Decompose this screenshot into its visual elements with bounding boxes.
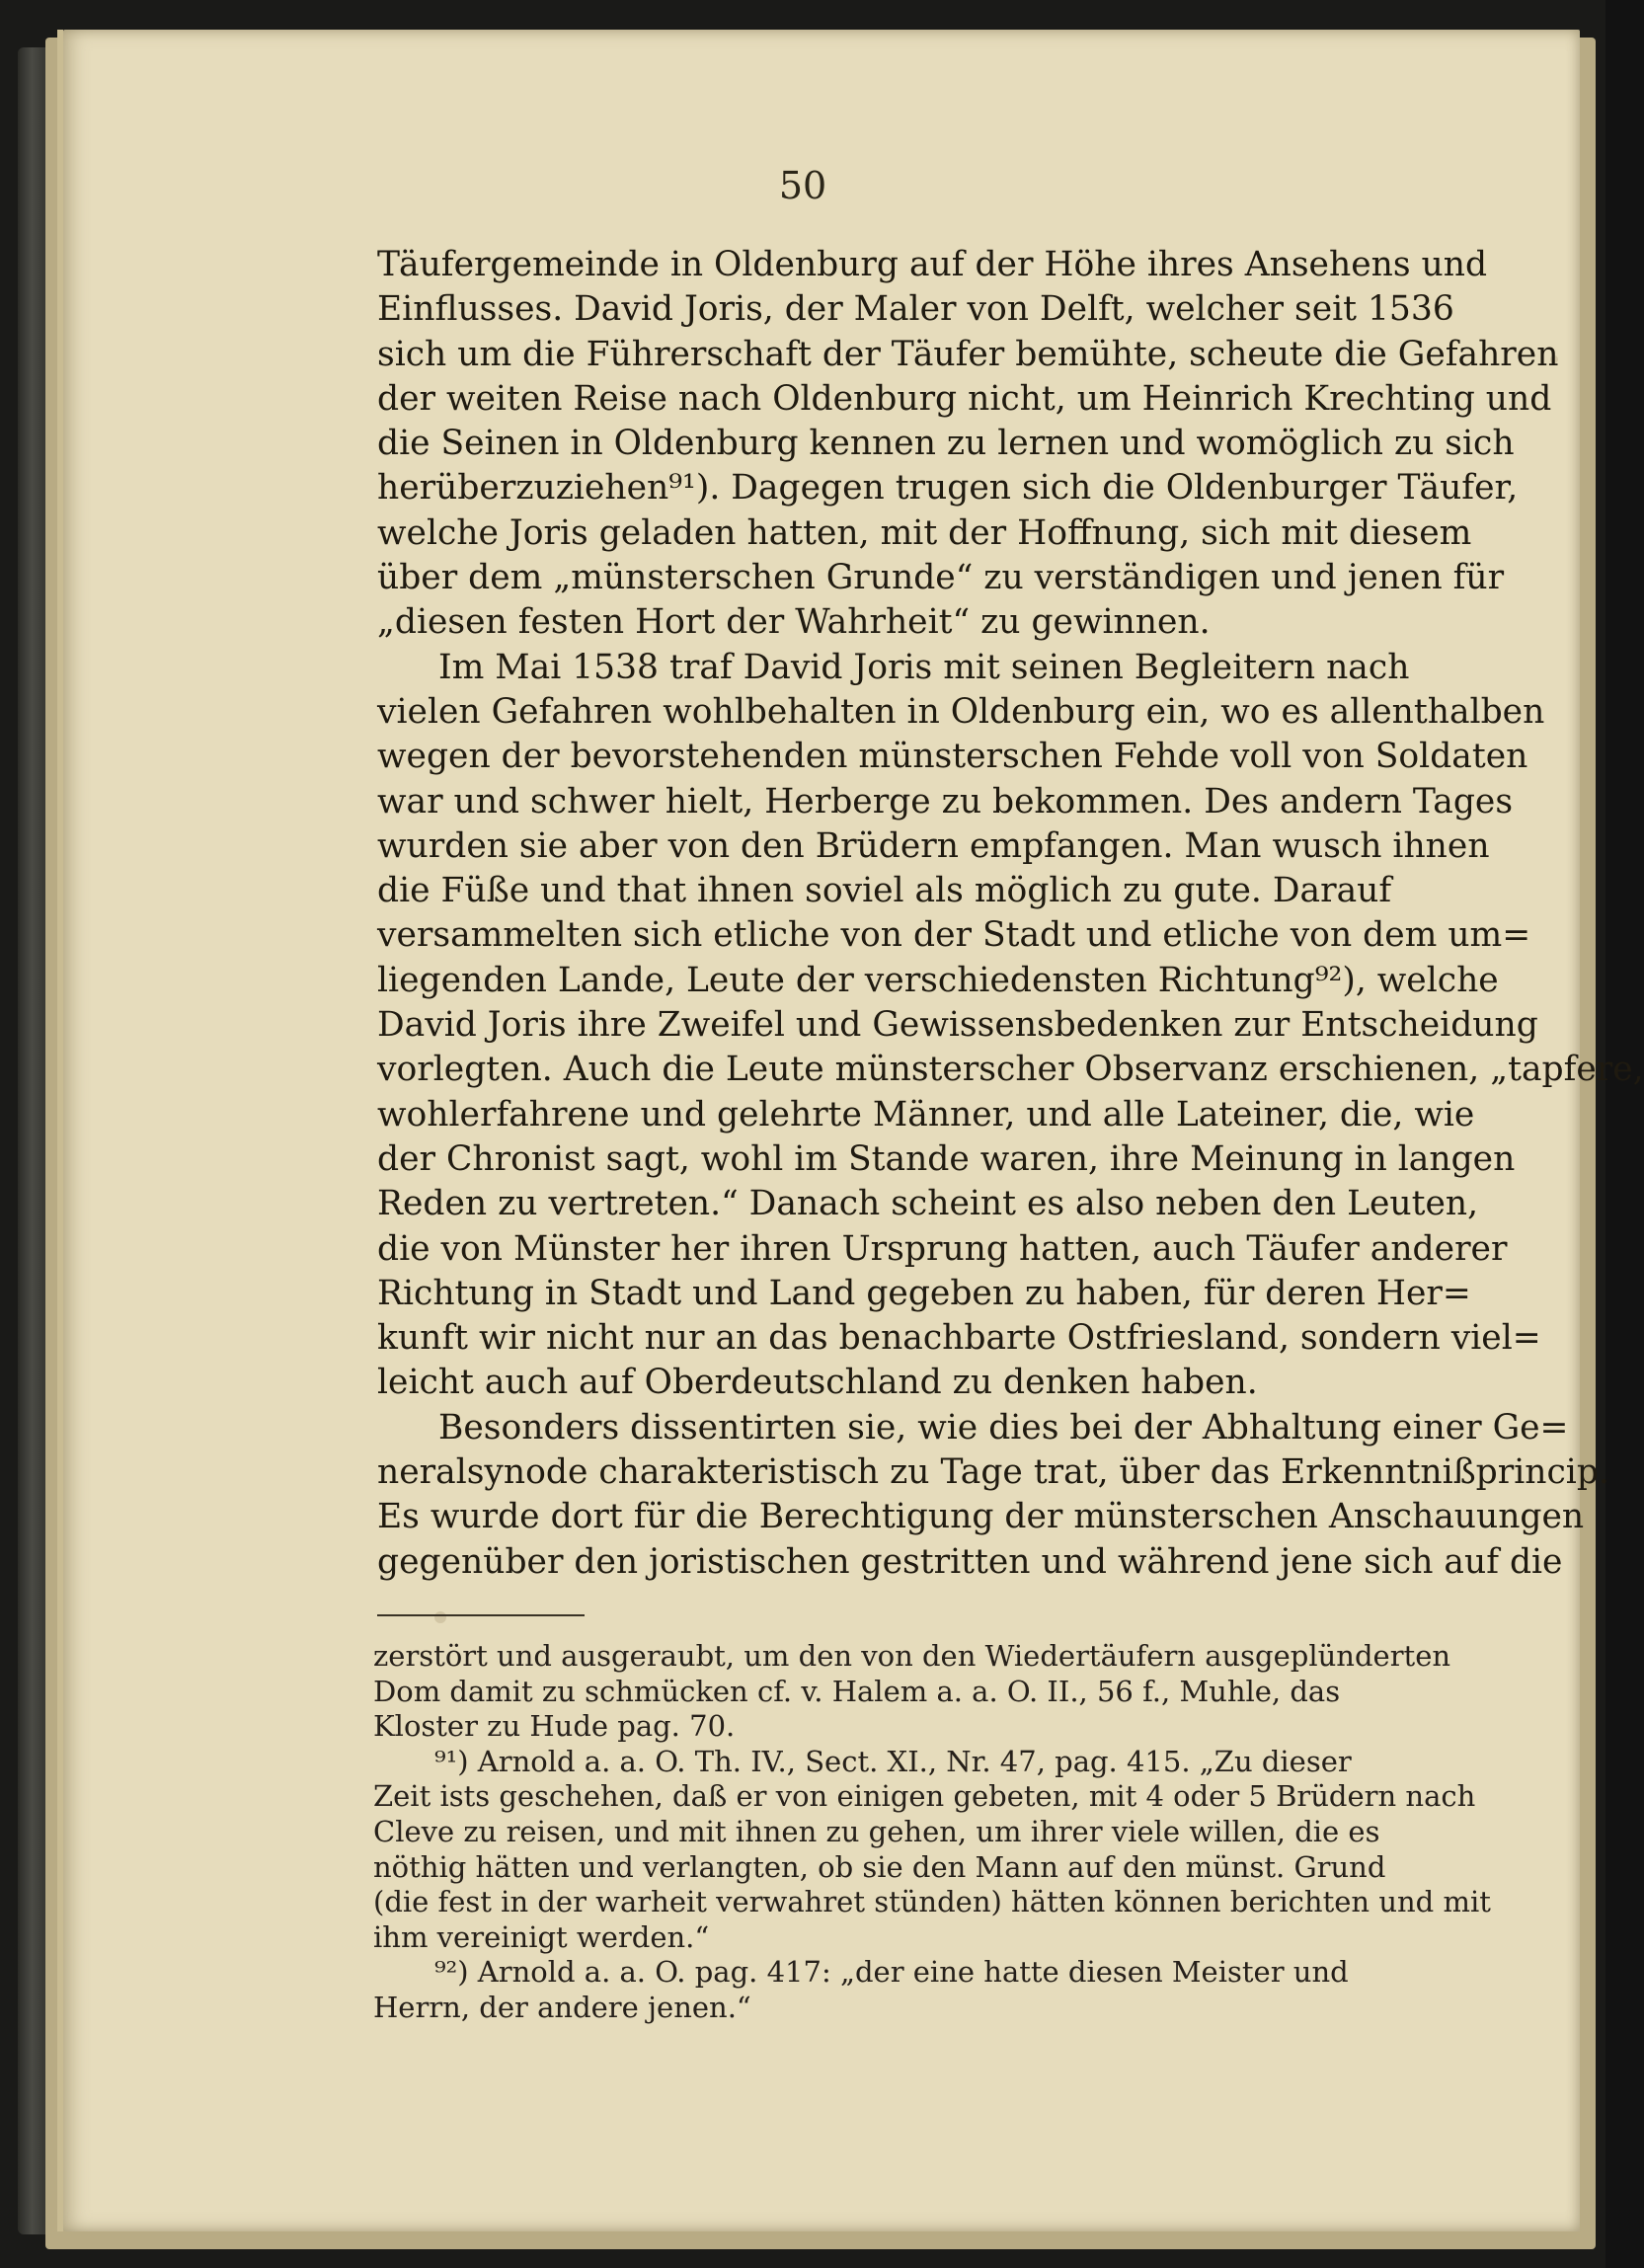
body-line: kunft wir nicht nur an das benachbarte Ostfriesland, sondern viel=	[377, 1318, 1541, 1359]
footnotes	[373, 1639, 1504, 2026]
body-line: wurden sie aber von den Brüdern empfangen. Man wusch ihnen	[377, 825, 1490, 866]
footnote-line: (die fest in der warheit verwahret stünden) hätten können berichten und mit	[373, 1885, 1491, 1919]
body-line: Täufergemeinde in Oldenburg auf der Höhe ihres Ansehens und	[377, 245, 1488, 284]
body-line: Im Mai 1538 traf David Joris mit seinen Begleitern nach	[438, 647, 1410, 687]
footnote-line: zerstört und ausgeraubt, um den von den Wiedertäufern ausgeplünderten	[373, 1639, 1451, 1673]
footnote-line: Dom damit zu schmücken cf. v. Halem a. a. O. II., 56 f., Muhle, das	[373, 1674, 1341, 1708]
body-line: der Chronist sagt, wohl im Stande waren, ihre Meinung in langen	[377, 1138, 1516, 1179]
footnote-line: Herrn, der andere jenen.“	[373, 1990, 751, 2024]
body-line: gegenüber den joristischen gestritten und während jene sich auf die	[377, 1541, 1563, 1582]
body-line: David Joris ihre Zweifel und Gewissensbedenken zur Entscheidung	[377, 1005, 1538, 1046]
body-line: versammelten sich etliche von der Stadt und etliche von dem um=	[377, 915, 1531, 956]
footnote-line: ⁹²) Arnold a. a. O. pag. 417: „der eine hatte diesen Meister und	[434, 1955, 1349, 1990]
body-line: sich um die Führerschaft der Täufer bemühte, scheute die Gefahren	[377, 334, 1559, 374]
body-line: der weiten Reise nach Oldenburg nicht, um Heinrich Krechting und	[377, 378, 1552, 419]
body-line: vielen Gefahren wohlbehalten in Oldenburg ein, wo es allenthalben	[377, 691, 1545, 732]
body-line: neralsynode charakteristisch zu Tage trat, über das Erkenntnißprincip.	[377, 1452, 1609, 1493]
body-line: über dem „münsterschen Grunde“ zu verständigen und jenen für	[377, 558, 1505, 598]
body-line: Richtung in Stadt und Land gegeben zu haben, für deren Her=	[377, 1273, 1471, 1313]
footnote-line: Kloster zu Hude pag. 70.	[373, 1709, 736, 1744]
footnote-separator	[377, 1614, 585, 1616]
body-line: die von Münster her ihren Ursprung hatten, auch Täufer anderer	[377, 1228, 1508, 1269]
body-line: liegenden Lande, Leute der verschiedensten Richtung⁹²), welche	[377, 960, 1499, 1000]
body-line: „diesen festen Hort der Wahrheit“ zu gewinnen.	[377, 602, 1211, 643]
footnote-line: ⁹¹) Arnold a. a. O. Th. IV., Sect. XI., Nr. 47, pag. 415. „Zu dieser	[434, 1744, 1352, 1778]
page-number: 50	[778, 164, 827, 207]
body-line: welche Joris geladen hatten, mit der Hoffnung, sich mit diesem	[377, 512, 1472, 553]
body-line: herüberzuziehen⁹¹). Dagegen trugen sich die Oldenburger Täufer,	[377, 468, 1519, 508]
body-line: Besonders dissentirten sie, wie dies bei der Abhaltung einer Ge=	[438, 1407, 1569, 1447]
footnote-line: Cleve zu reisen, und mit ihnen zu gehen, um ihrer viele willen, die es	[373, 1814, 1380, 1848]
body-line: war und schwer hielt, Herberge zu bekommen. Des andern Tages	[377, 781, 1514, 821]
ink-spot	[434, 1611, 446, 1623]
body-line: vorlegten. Auch die Leute münsterscher Observanz erschienen, „tapfere,	[377, 1050, 1644, 1090]
body-line: die Füße und that ihnen soviel als möglich zu gute. Darauf	[377, 871, 1392, 911]
body-line: Reden zu vertreten.“ Danach scheint es also neben den Leuten,	[377, 1184, 1479, 1224]
body-text	[377, 243, 1644, 1585]
body-line: Einflusses. David Joris, der Maler von Delft, welcher seit 1536	[377, 289, 1454, 330]
body-line: leicht auch auf Oberdeutschland zu denken haben.	[377, 1363, 1258, 1403]
footnote-line: nöthig hätten und verlangten, ob sie den Mann auf den münst. Grund	[373, 1849, 1386, 1884]
body-line: wohlerfahrene und gelehrte Männer, und alle Lateiner, die, wie	[377, 1094, 1475, 1134]
body-line: die Seinen in Oldenburg kennen zu lernen und womöglich zu sich	[377, 424, 1515, 464]
body-line: wegen der bevorstehenden münsterschen Fehde voll von Soldaten	[377, 737, 1528, 777]
footnote-line: Zeit ists geschehen, daß er von einigen gebeten, mit 4 oder 5 Brüdern nach	[373, 1779, 1476, 1814]
body-line: Es wurde dort für die Berechtigung der münsterschen Anschauungen	[377, 1497, 1585, 1537]
footnote-line: ihm vereinigt werden.“	[373, 1919, 710, 1954]
